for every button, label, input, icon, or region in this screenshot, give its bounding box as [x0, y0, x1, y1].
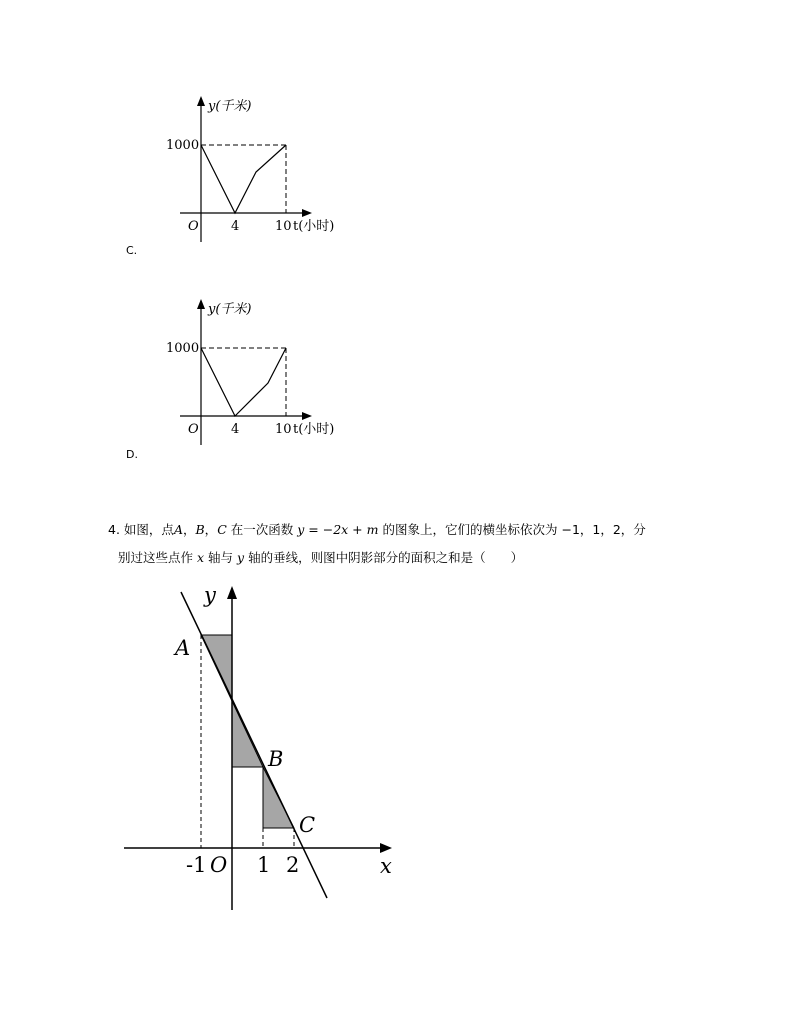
point-a-label: A [175, 636, 191, 660]
x-axis-label: x [380, 854, 392, 878]
x-tick-4: 4 [231, 219, 240, 234]
question-4-line-1: 4. 如图，点A，B，C 在一次函数 y = −2x + m 的图象上，它们的横坐标依次为 −1，1，2，分 [108, 522, 646, 537]
tick-2: 2 [286, 853, 300, 877]
question-4-line-2: 别过这些点作 x 轴与 y 轴的垂线，则图中阴影部分的面积之和是（ ） [118, 550, 524, 565]
y-axis-arrow [197, 96, 205, 106]
graph-line [201, 145, 286, 213]
y-axis-label: y(千米) [208, 99, 252, 114]
y-axis-arrow [197, 299, 205, 309]
figure-4 [118, 580, 408, 915]
shaded-triangle-b [232, 701, 263, 767]
question-4 [108, 516, 708, 572]
origin-label: O [188, 422, 199, 437]
tick-neg1: -1 [186, 853, 207, 877]
graph-line [201, 348, 286, 416]
x-tick-10: 10 [275, 219, 292, 234]
point-b-label: B [268, 747, 284, 771]
option-d-label: D. [126, 448, 138, 461]
graph-d [166, 293, 360, 453]
x-axis-arrow [302, 412, 312, 420]
y-axis-label: y [204, 583, 216, 607]
option-c-label: C. [126, 244, 138, 257]
x-axis-label: t(小时) [293, 219, 335, 234]
graph-c [166, 90, 360, 250]
y-axis-label: y(千米) [208, 302, 252, 317]
origin-label: O [210, 853, 228, 877]
y-tick-1000: 1000 [166, 138, 200, 153]
y-tick-1000: 1000 [166, 341, 200, 356]
y-axis-arrow [227, 586, 237, 599]
function-expression: y = −2x + m [297, 522, 379, 537]
origin-label: O [188, 219, 199, 234]
tick-1: 1 [257, 853, 271, 877]
x-tick-4: 4 [231, 422, 240, 437]
x-axis-label: t(小时) [293, 422, 335, 437]
point-c-label: C [299, 813, 316, 837]
x-axis-arrow [302, 209, 312, 217]
x-tick-10: 10 [275, 422, 292, 437]
x-axis-arrow [380, 843, 392, 853]
question-number: 4. [108, 522, 120, 537]
